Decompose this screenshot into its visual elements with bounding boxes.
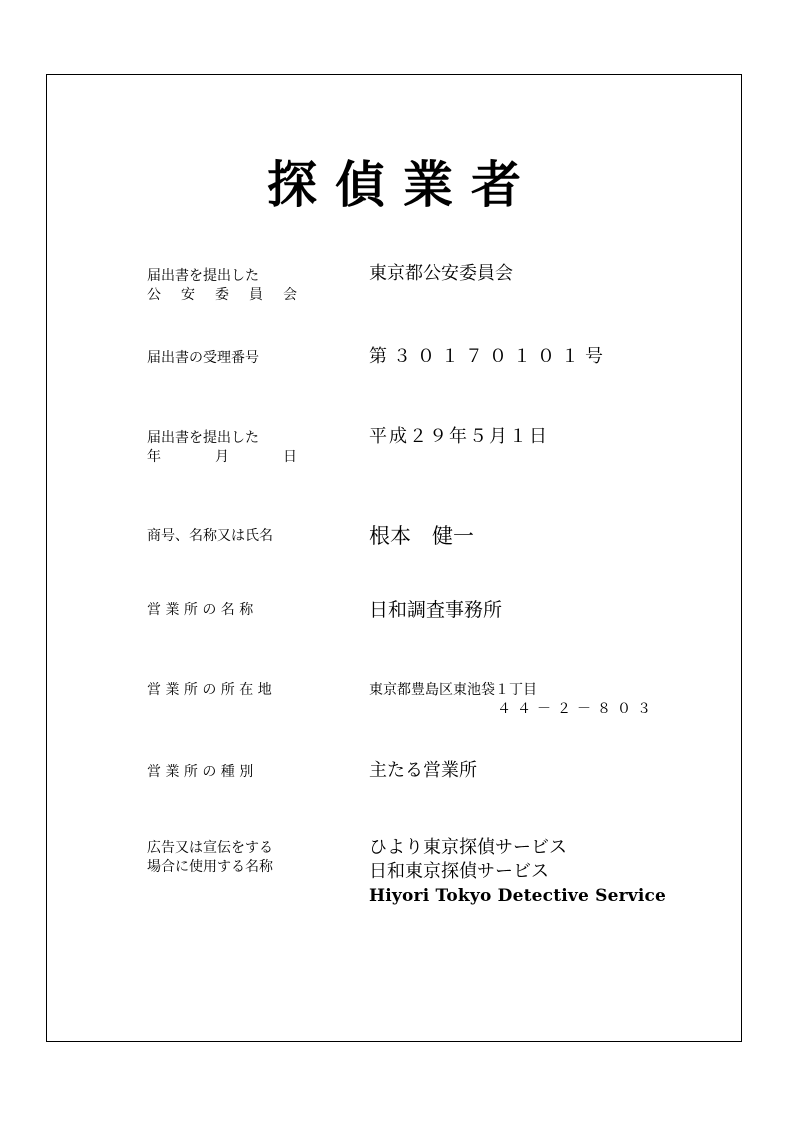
label-char: 員 xyxy=(249,287,263,303)
value-advertising-name xyxy=(369,836,709,908)
label-commission-line1: 届出書を提出した xyxy=(147,268,259,284)
label-trade-name xyxy=(147,527,307,546)
label-char: 年 xyxy=(147,449,161,465)
label-office-address-text: 営 業 所 の 所 在 地 xyxy=(147,682,272,698)
value-office-name: 日和調査事務所 xyxy=(369,599,503,621)
label-office-name xyxy=(147,601,307,620)
document-frame xyxy=(46,74,742,1042)
label-submission-date-line1: 届出書を提出した xyxy=(147,430,259,446)
value-receipt-number: 第３０１７０１０１号 xyxy=(369,346,609,367)
value-advertising-name-line3: Hiyori Tokyo Detective Service xyxy=(369,886,667,906)
label-office-type xyxy=(147,763,307,782)
label-submission-date-line2 xyxy=(147,448,297,467)
label-char: 安 xyxy=(181,287,195,303)
value-submission-date: 平成２９年５月１日 xyxy=(369,426,549,447)
value-office-type: 主たる営業所 xyxy=(369,760,477,781)
label-receipt-number xyxy=(147,349,307,368)
label-char: 公 xyxy=(147,287,161,303)
value-office-address xyxy=(369,681,709,719)
label-char: 委 xyxy=(215,287,229,303)
label-char: 会 xyxy=(283,287,297,303)
value-office-address-line1: 東京都豊島区東池袋１丁目 xyxy=(369,682,537,698)
label-office-name-text: 営 業 所 の 名 称 xyxy=(147,602,254,618)
label-advertising-name-line2: 場合に使用する名称 xyxy=(147,859,273,875)
value-commission: 東京都公安委員会 xyxy=(369,263,513,284)
value-office-address-line2: ４４－２－８０３ xyxy=(497,701,657,717)
label-char: 日 xyxy=(283,449,297,465)
label-commission xyxy=(147,267,307,305)
label-office-address xyxy=(147,681,307,700)
label-commission-line2 xyxy=(147,286,297,305)
value-advertising-name-line2: 日和東京探偵サービス xyxy=(369,861,549,882)
label-office-type-text: 営 業 所 の 種 別 xyxy=(147,764,254,780)
label-submission-date xyxy=(147,429,307,467)
label-advertising-name-line1: 広告又は宣伝をする xyxy=(147,840,273,856)
label-char: 月 xyxy=(215,449,229,465)
value-trade-name: 根本 健一 xyxy=(369,524,474,548)
label-receipt-number-text: 届出書の受理番号 xyxy=(147,350,259,366)
page-title: 探偵業者 xyxy=(267,156,539,214)
label-trade-name-text: 商号、名称又は氏名 xyxy=(147,528,273,544)
value-advertising-name-line1: ひより東京探偵サービス xyxy=(369,837,567,858)
label-advertising-name xyxy=(147,839,307,877)
